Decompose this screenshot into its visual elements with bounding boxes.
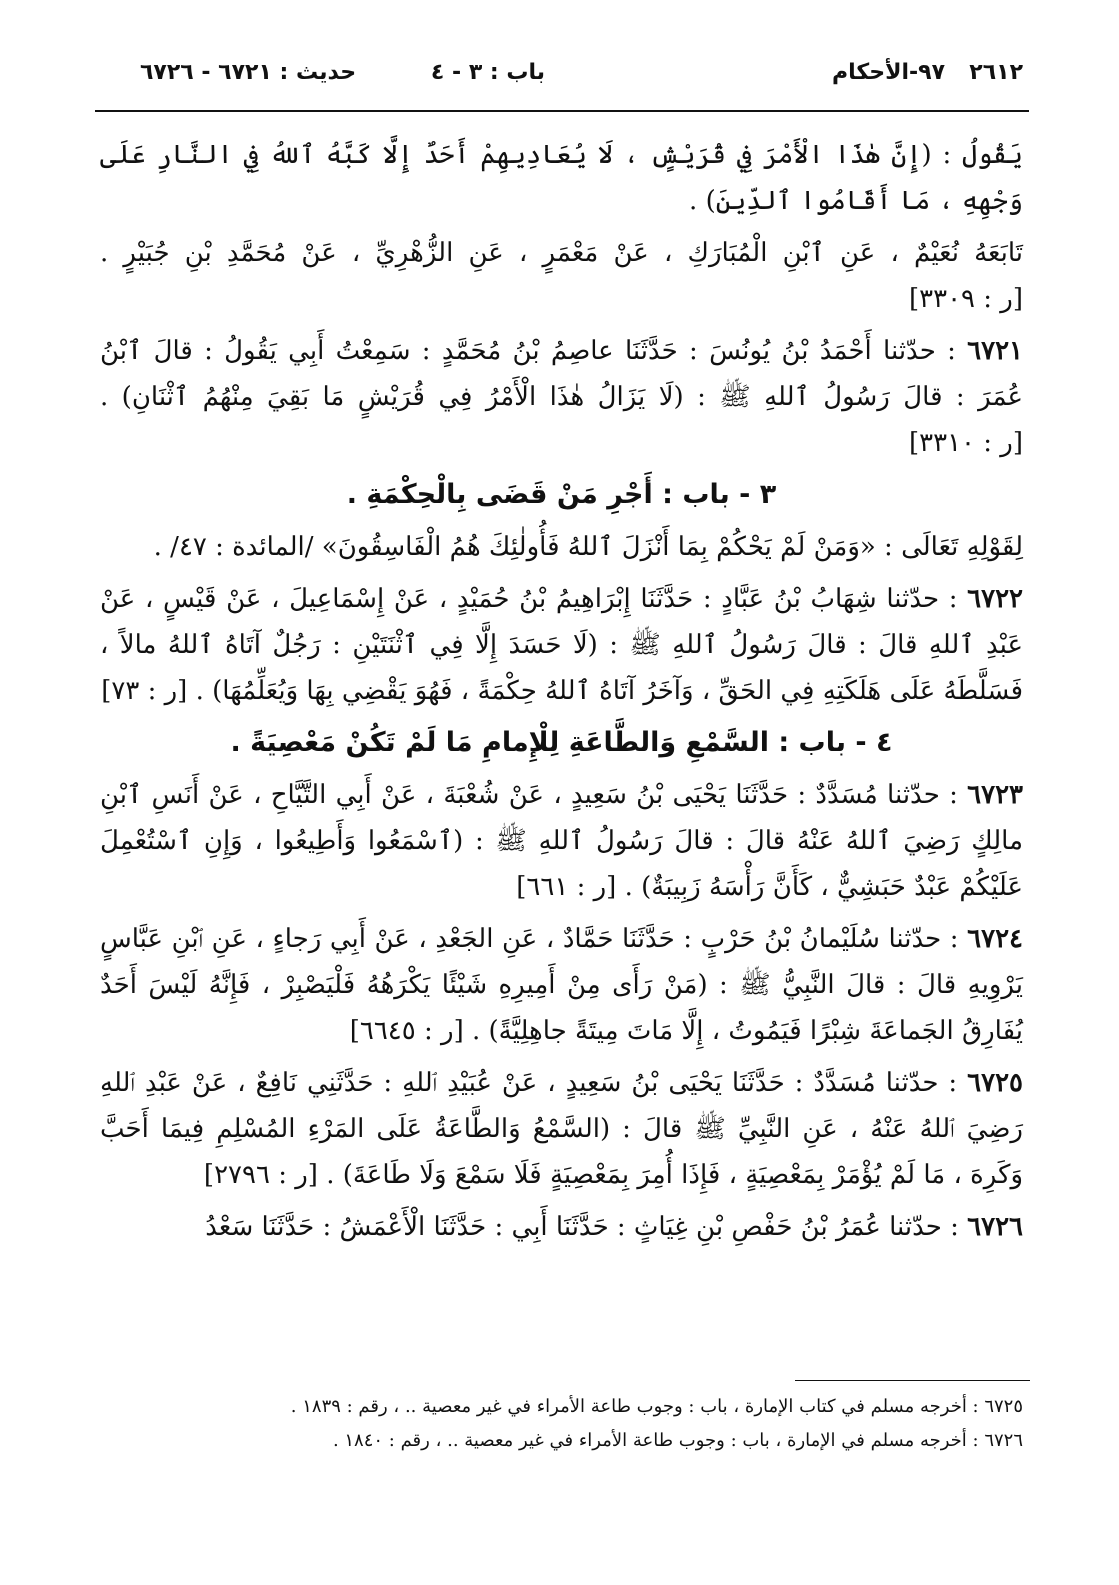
chapter-range: باب : ٣ - ٤	[430, 60, 545, 85]
cross-reference: [ر : ٧٣]	[101, 676, 188, 706]
footnote-6725: ٦٧٢٥ : أخرجه مسلم في كتاب الإمارة ، باب : وجوب طاعة الأمراء في غير معصية .. ، رقم : ١٨٣٩ .	[290, 1396, 1023, 1417]
hadith-number: ٦٧٢٥	[967, 1068, 1023, 1098]
footnotes	[100, 1390, 1023, 1458]
hadith-number: ٦٧٢٤	[967, 924, 1023, 954]
hadith-6725: ٦٧٢٥ : حدّثنا مُسَدَّدٌ : حَدَّثَنَا يَحْيَى بْنُ سَعِيدٍ ، عَنْ عُبَيْدِ ٱللهِ : حَدَّثَنِي نَافِعٌ ، عَنْ عَبْدِ ٱللهِ رَضِيَ ٱللهُ عَنْهُ ، عَنِ النَّبِيِّ ﷺ قالَ : (السَّمْعُ وَالطَّاعَةُ عَلَى المَرْءِ المُسْلِمِ فِيمَا أَحَبَّ وَكَرِهَ ، مَا لَمْ يُؤْمَرْ بِمَعْصِيَةٍ ، فَإِذَا أُمِرَ بِمَعْصِيَةٍ فَلَا سَمْعَ وَلَا طَاعَةَ) . [ر : ٢٧٩٦]	[100, 1068, 1023, 1190]
footnote-divider	[795, 1380, 1030, 1381]
cross-reference: [ر : ٣٣٠٩]	[908, 284, 1023, 314]
hadith-number: ٦٧٢٣	[967, 780, 1024, 810]
cross-reference: [ر : ٣٣١٠]	[908, 428, 1023, 458]
hadith-number: ٦٧٢٦	[967, 1212, 1023, 1242]
chapter-heading-4: ٤ - باب : السَّمْعِ وَالطَّاعَةِ لِلْإِمامِ مَا لَمْ تَكُنْ مَعْصِيَةً .	[230, 727, 893, 758]
paragraph-mutabaa: تَابَعَهُ نُعَيْمٌ ، عَنِ ٱبْنِ الْمُبَارَكِ ، عَنْ مَعْمَرٍ ، عَنِ الزُّهْرِيِّ ، عَنْ مُحَمَّدِ بْنِ جُبَيْرٍ . [ر : ٣٣٠٩]	[100, 238, 1023, 314]
header-divider	[95, 110, 1029, 112]
hadith-6722: ٦٧٢٢ : حدّثنا شِهَابُ بْنُ عَبَّادٍ : حَدَّثَنَا إِبْرَاهِيمُ بْنُ حُمَيْدٍ ، عَنْ إِسْمَاعِيلَ ، عَنْ قَيْسٍ ، عَنْ عَبْدِ ٱللهِ قالَ : قالَ رَسُولُ ٱللهِ ﷺ : (لَا حَسَدَ إِلَّا فِي ٱثْنَتَيْنِ : رَجُلٌ آتَاهُ ٱللهُ مالاً ، فَسَلَّطَهُ عَلَى هَلَكَتِهِ فِي الحَقِّ ، وَآخَرُ آتَاهُ ٱللهُ حِكْمَةً ، فَهُوَ يَقْضِي بِهَا وَيُعَلِّمُهَا) . [ر : ٧٣]	[100, 584, 1023, 706]
hadith-6726: ٦٧٢٦ : حدّثنا عُمَرُ بْنُ حَفْصِ بْنِ غِيَاثٍ : حَدَّثَنَا أَبِي : حَدَّثَنَا الْأَعْمَشُ : حَدَّثَنَا سَعْدُ	[205, 1212, 1023, 1242]
page-number: ٢٦١٢	[969, 60, 1023, 85]
cross-reference: [ر : ٦٦١]	[516, 872, 617, 902]
hadith-6724: ٦٧٢٤ : حدّثنا سُلَيْمانُ بْنُ حَرْبٍ : حَدَّثَنَا حَمَّادٌ ، عَنِ الجَعْدِ ، عَنْ أَبِي رَجاءٍ ، عَنِ ٱبْنِ عَبَّاسٍ يَرْوِيهِ قالَ : قالَ النَّبِيُّ ﷺ : (مَنْ رَأَى مِنْ أَمِيرِهِ شَيْئًا يَكْرَهُهُ فَلْيَصْبِرْ ، فَإِنَّهُ لَيْسَ أَحَدٌ يُفَارِقُ الجَماعَةَ شِبْرًا فَيَمُوتُ ، إِلَّا مَاتَ مِيتَةً جاهِلِيَّةً) . [ر : ٦٦٤٥]	[100, 924, 1023, 1046]
hadith-range: حديث : ٦٧٢١ - ٦٧٢٦	[140, 60, 357, 85]
footnote-6726: ٦٧٢٦ : أخرجه مسلم في الإمارة ، باب : وجوب طاعة الأمراء في غير معصية .. ، رقم : ١٨٤٠ .	[332, 1430, 1023, 1451]
chapter-heading-3: ٣ - باب : أَجْرِ مَنْ قَضَى بِالْحِكْمَةِ .	[346, 479, 777, 510]
paragraph-continuation: يَقُولُ : (إِنَّ هٰذَا الْأَمْرَ فِي قُرَيْشٍ ، لَا يُعَادِيهِمْ أَحَدٌ إِلَّا كَبَّهُ ٱللهُ فِي النَّارِ عَلَى وَجْهِهِ ، مَا أَقَامُوا ٱلدِّينَ) .	[100, 140, 1023, 216]
hadith-6723: ٦٧٢٣ : حدّثنا مُسَدَّدٌ : حَدَّثَنَا يَحْيَى بْنُ سَعِيدٍ ، عَنْ شُعْبَةَ ، عَنْ أَبِي التَّيَّاحِ ، عَنْ أَنَسِ ٱبْنِ مالِكٍ رَضِيَ ٱللهُ عَنْهُ قالَ : قالَ رَسُولُ ٱللهِ ﷺ : (ٱسْمَعُوا وَأَطِيعُوا ، وَإِنِ ٱسْتُعْمِلَ عَلَيْكُمْ عَبْدٌ حَبَشِيٌّ ، كَأَنَّ رَأْسَهُ زَبِيبَةٌ) . [ر : ٦٦١]	[100, 780, 1024, 902]
quran-citation: لِقَوْلِهِ تَعَالَى : «وَمَنْ لَمْ يَحْكُمْ بِمَا أَنْزَلَ ٱللهُ فَأُولٰئِكَ هُمُ الْفَاسِقُونَ» /المائدة : ٤٧/ .	[153, 532, 1023, 562]
cross-reference: [ر : ٢٧٩٦]	[203, 1160, 318, 1190]
running-header	[140, 52, 1023, 96]
hadith-number: ٦٧٢١	[967, 336, 1024, 366]
main-text	[100, 132, 1023, 1256]
hadith-number: ٦٧٢٢	[967, 584, 1023, 614]
hadith-6721: ٦٧٢١ : حدّثنا أَحْمَدُ بْنُ يُونُسَ : حَدَّثَنَا عاصِمُ بْنُ مُحَمَّدٍ : سَمِعْتُ أَبِي يَقُولُ : قالَ ٱبْنُ عُمَرَ : قالَ رَسُولُ ٱللهِ ﷺ : (لَا يَزَالُ هٰذَا الْأَمْرُ فِي قُرَيْشٍ مَا بَقِيَ مِنْهُمُ ٱثْنَانِ) . [ر : ٣٣١٠]	[100, 336, 1024, 458]
cross-reference: [ر : ٦٦٤٥]	[349, 1016, 464, 1046]
book-title: ٩٧-الأحكام	[832, 60, 945, 85]
